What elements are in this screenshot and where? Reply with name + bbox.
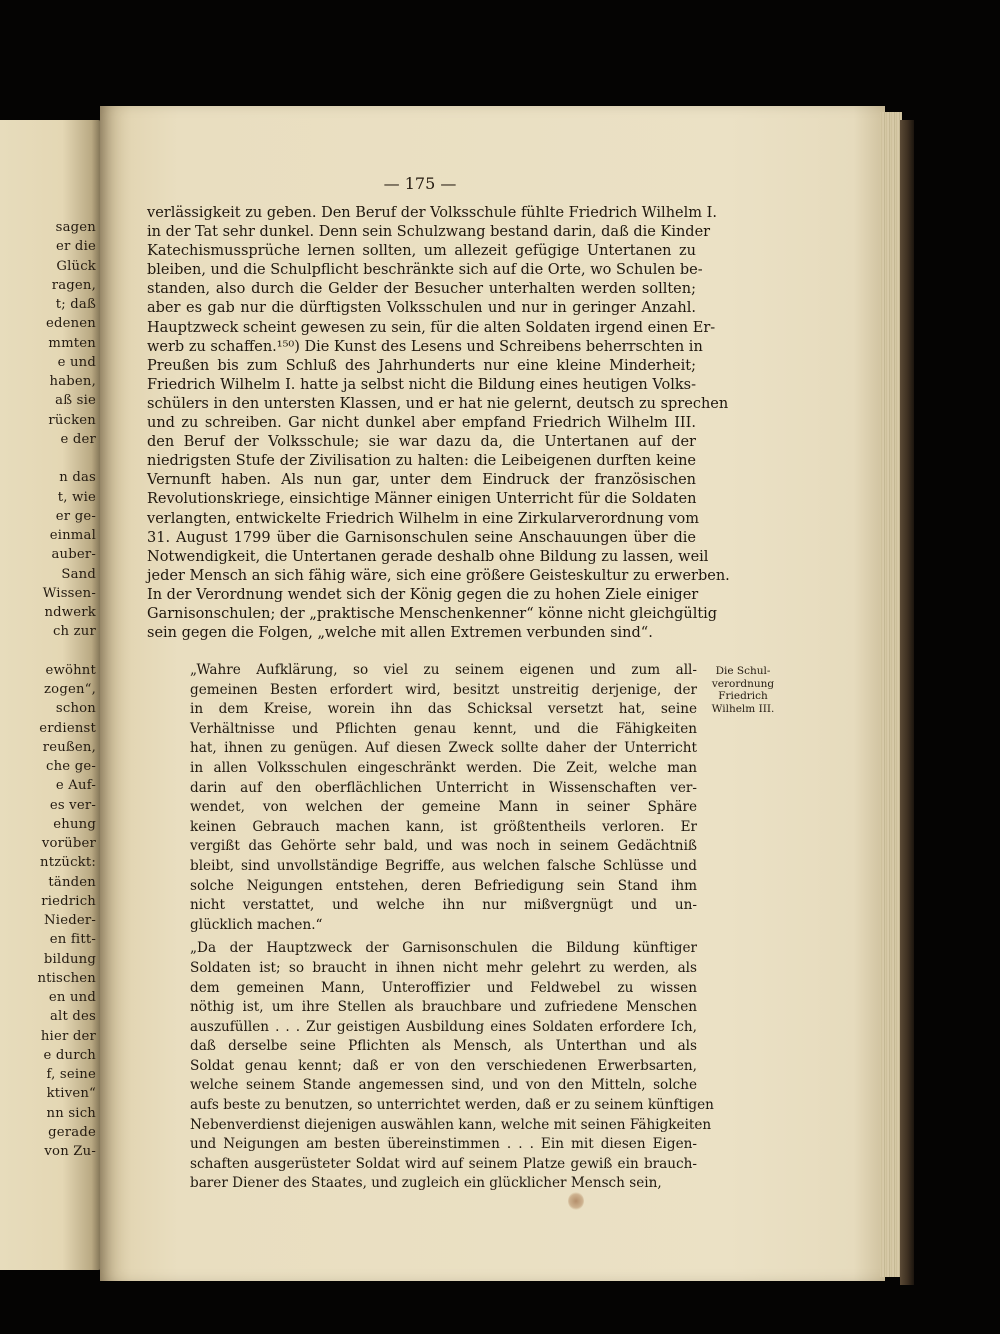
left-page-line: rücken bbox=[48, 412, 96, 428]
left-page-line: schon bbox=[55, 701, 96, 717]
text-line: In der Verordnung wendet sich der König gegen die zu hohen Ziele einiger bbox=[147, 586, 699, 603]
text-line: Preußen bis zum Schluß des Jahrhunderts nur eine kleine Minderheit; bbox=[147, 357, 696, 374]
quote-line: schaften ausgerüsteter Soldat wird auf seinem Platze gewiß ein brauch- bbox=[190, 1155, 697, 1172]
left-page-line bbox=[0, 449, 96, 468]
left-page-line: mmten bbox=[48, 335, 96, 351]
text-line: sein gegen die Folgen, „welche mit allen Extremen verbunden sind“. bbox=[147, 625, 653, 642]
text-line: jeder Mensch an sich fähig wäre, sich eine größere Geisteskultur zu erwerben. bbox=[147, 567, 730, 584]
left-page-line: ndwerk bbox=[44, 605, 96, 620]
quote-line: glücklich machen.“ bbox=[190, 916, 323, 933]
quote-line: hat, ihnen zu genügen. Auf diesen Zweck sollte daher der Unterricht bbox=[190, 740, 697, 757]
paper-stain bbox=[568, 1192, 584, 1210]
left-page-line: e Auf- bbox=[55, 778, 96, 794]
left-page-text bbox=[0, 218, 96, 1161]
page-edges bbox=[880, 112, 902, 1277]
left-page-line: einmal bbox=[49, 528, 96, 543]
left-page-line: auber- bbox=[51, 547, 96, 563]
text-line: niedrigsten Stufe der Zivilisation zu halten: die Leibeigenen durften keine bbox=[147, 453, 696, 470]
left-page-line: Sand bbox=[61, 566, 96, 582]
text-line: Notwendigkeit, die Untertanen gerade deshalb ohne Bildung zu lassen, weil bbox=[147, 548, 709, 565]
text-line: 31. August 1799 über die Garnisonschulen seine Anschauungen über die bbox=[147, 529, 696, 546]
quote-line: „Da der Hauptzweck der Garnisonschulen die Bildung künftiger bbox=[190, 940, 697, 957]
left-page-line: riedrich bbox=[41, 893, 96, 909]
left-page-line: sagen bbox=[55, 220, 96, 235]
left-page-line: alt des bbox=[50, 1009, 96, 1025]
left-page-line: ewöhnt bbox=[45, 662, 96, 678]
left-page-line: e und bbox=[57, 354, 96, 370]
left-page-line: Glück bbox=[56, 258, 96, 274]
quote-line: in allen Volksschulen eingeschränkt werden. Die Zeit, welche man bbox=[190, 759, 697, 776]
text-line: Friedrich Wilhelm I. hatte ja selbst nicht die Bildung eines heutigen Volks- bbox=[147, 376, 696, 393]
left-page-line: en und bbox=[48, 990, 96, 1005]
left-page-line: von Zu- bbox=[44, 1144, 96, 1159]
quote-line: auszufüllen . . . Zur geistigen Ausbildung eines Soldaten erfordere Ich, bbox=[190, 1018, 697, 1035]
quote-line: Nebenverdienst diejenigen auswählen kann, welche mit seinen Fähigkeiten bbox=[190, 1116, 712, 1133]
marginal-note bbox=[700, 665, 786, 715]
text-line: standen, also durch die Gelder der Besucher unterhalten werden sollten; bbox=[147, 281, 696, 298]
book-cover bbox=[900, 120, 914, 1285]
marginal-note-line: Friedrich bbox=[718, 690, 768, 703]
left-page bbox=[0, 120, 104, 1270]
left-page-line: ntischen bbox=[37, 970, 96, 986]
left-page-line: ch zur bbox=[52, 624, 96, 640]
text-line: Garnisonschulen; der „praktische Menschenkenner“ könne nicht gleichgültig bbox=[147, 605, 718, 622]
text-line: aber es gab nur die dürftigsten Volksschulen und nur in geringer Anzahl. bbox=[147, 300, 696, 317]
left-page-line: hier der bbox=[40, 1028, 96, 1044]
left-page-line: er die bbox=[56, 239, 96, 255]
quote-line: daß derselbe seine Pflichten als Mensch, als Unterthan und als bbox=[190, 1038, 697, 1055]
left-page-line: reußen, bbox=[42, 739, 96, 755]
left-page-line: t, wie bbox=[57, 489, 96, 505]
quote-line: Soldaten ist; so braucht in ihnen nicht mehr gelehrt zu werden, als bbox=[190, 959, 697, 976]
text-line: Katechismussprüche lernen sollten, um allezeit gefügige Untertanen zu bbox=[147, 243, 696, 260]
left-page-line: f, seine bbox=[46, 1067, 96, 1082]
text-line: in der Tat sehr dunkel. Denn sein Schulzwang bestand darin, daß die Kinder bbox=[147, 224, 711, 241]
text-line: verlässigkeit zu geben. Den Beruf der Volksschule fühlte Friedrich Wilhelm I. bbox=[147, 205, 717, 221]
left-page-line: vorüber bbox=[41, 836, 96, 851]
left-page-line: Nieder- bbox=[44, 913, 96, 928]
left-page-line: ragen, bbox=[51, 277, 96, 293]
quotation-block bbox=[190, 661, 714, 1194]
left-page-line: e der bbox=[60, 431, 96, 447]
left-page-line: t; daß bbox=[55, 297, 96, 312]
left-page-line: n das bbox=[59, 470, 96, 486]
page-number: — 175 — bbox=[383, 174, 457, 193]
text-line: Hauptzweck scheint gewesen zu sein, für die alten Soldaten irgend einen Er- bbox=[147, 319, 716, 336]
left-page-line: bildung bbox=[43, 951, 96, 967]
left-page-line: Wissen- bbox=[42, 585, 96, 601]
quote-line: vergißt das Gehörte sehr bald, und was noch in seinem Gedächtniß bbox=[190, 838, 697, 855]
text-line: verlangten, entwickelte Friedrich Wilhelm in eine Zirkularverordnung vom bbox=[147, 510, 700, 527]
left-page-line: tänden bbox=[48, 874, 96, 890]
left-page-line: e durch bbox=[43, 1047, 96, 1063]
text-line: bleiben, und die Schulpflicht beschränkte sich auf die Orte, wo Schulen be- bbox=[147, 262, 703, 279]
quote-line: nöthig ist, um ihre Stellen als brauchbare und zufriedene Menschen bbox=[190, 999, 697, 1016]
left-page-line: nn sich bbox=[46, 1105, 96, 1121]
left-page-line: es ver- bbox=[49, 797, 96, 813]
quote-line: welche seinem Stande angemessen sind, und von den Mitteln, solche bbox=[190, 1077, 697, 1094]
main-paragraph bbox=[147, 204, 730, 643]
text-line: Vernunft haben. Als nun gar, unter dem Eindruck der französischen bbox=[147, 472, 696, 489]
quote-line: „Wahre Aufklärung, so viel zu seinem eigenen und zum all- bbox=[190, 662, 697, 678]
quote-line: bleibt, sind unvollständige Begriffe, aus welchen falsche Schlüsse und bbox=[190, 857, 697, 874]
left-page-line: ktiven“ bbox=[46, 1086, 96, 1102]
quote-line: solche Neigungen entstehen, deren Befriedigung sein Stand ihm bbox=[190, 877, 697, 894]
quote-line: dem gemeinen Mann, Unteroffizier und Feldwebel zu wissen bbox=[190, 979, 697, 996]
left-page-line: en fitt- bbox=[49, 932, 96, 948]
left-page-line: ntzückt: bbox=[40, 855, 96, 871]
left-page-line: erdienst bbox=[39, 720, 96, 736]
marginal-note-line: Die Schul- bbox=[715, 665, 771, 677]
left-page-line: er ge- bbox=[55, 508, 96, 524]
quote-line: aufs beste zu benutzen, so unterrichtet werden, daß er zu seinem künftigen bbox=[190, 1097, 714, 1114]
text-line: und zu schreiben. Gar nicht dunkel aber empfand Friedrich Wilhelm III. bbox=[147, 415, 696, 432]
quote-line: barer Diener des Staates, und zugleich ein glücklicher Mensch sein, bbox=[190, 1175, 662, 1192]
quote-line: wendet, von welchen der gemeine Mann in seiner Sphäre bbox=[190, 799, 697, 816]
text-line: Revolutionskriege, einsichtige Männer einigen Unterricht für die Soldaten bbox=[147, 491, 697, 508]
text-line: werb zu schaffen.¹⁵⁰) Die Kunst des Lesens und Schreibens beherrschten in bbox=[147, 338, 703, 355]
quote-line: gemeinen Besten erfordert wird, besitzt unstreitig derjenige, der bbox=[190, 681, 697, 698]
left-page-line: edenen bbox=[45, 316, 96, 332]
left-page-line bbox=[0, 642, 96, 661]
left-page-line: ehung bbox=[53, 816, 96, 832]
quote-line: und Neigungen am besten übereinstimmen . . . Ein mit diesen Eigen- bbox=[190, 1136, 697, 1153]
marginal-note-line: verordnung bbox=[711, 677, 775, 690]
text-line: schülers in den untersten Klassen, und er hat nie gelernt, deutsch zu sprechen bbox=[147, 395, 729, 412]
quote-line: Verhältnisse und Pflichten genau kennt, und die Fähigkeiten bbox=[190, 720, 697, 737]
quote-line: nicht verstattet, und welche ihn nur mißvergnügt und un- bbox=[190, 897, 697, 914]
quote-line: Soldat genau kennt; daß er von den verschiedenen Erwerbsarten, bbox=[190, 1057, 697, 1074]
left-page-line: gerade bbox=[48, 1124, 96, 1140]
left-page-line: che ge- bbox=[46, 759, 96, 774]
left-page-line: aß sie bbox=[55, 393, 96, 409]
left-page-line: haben, bbox=[49, 374, 96, 389]
quote-line: in dem Kreise, worein ihn das Schicksal versetzt hat, seine bbox=[190, 701, 697, 718]
left-page-line: zogen“, bbox=[44, 682, 96, 697]
marginal-note-line: Wilhelm III. bbox=[711, 702, 775, 715]
quote-line: keinen Gebrauch machen kann, ist größtentheils verloren. Er bbox=[190, 818, 697, 835]
quote-line: darin auf den oberflächlichen Unterricht in Wissenschaften ver- bbox=[190, 779, 697, 796]
text-line: den Beruf der Volksschule; sie war dazu da, die Untertanen auf der bbox=[147, 434, 696, 451]
